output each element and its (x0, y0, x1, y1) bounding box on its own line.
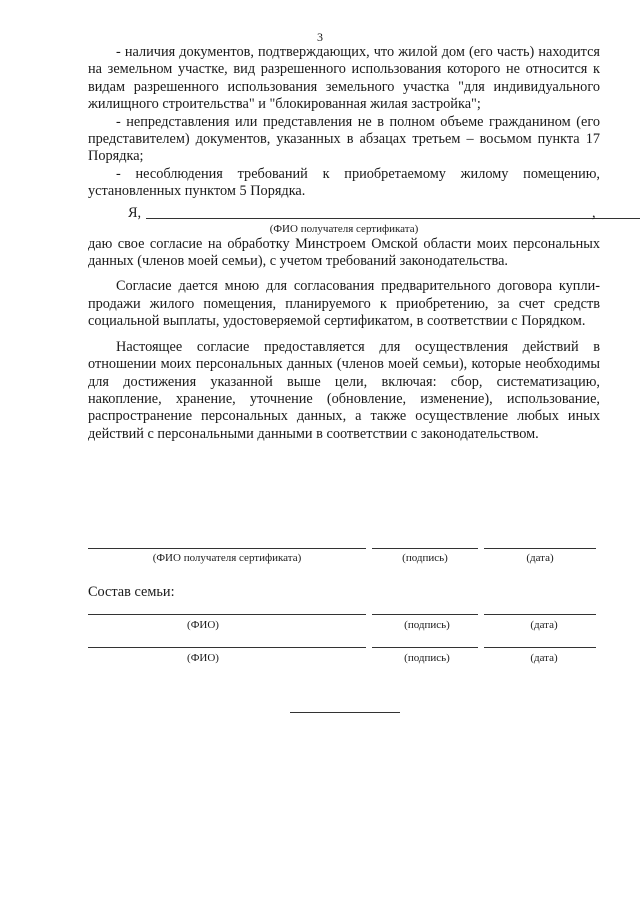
end-separator-line (290, 712, 400, 713)
family-1-signature-label: (подпись) (404, 619, 450, 631)
recipient-signature-label: (подпись) (402, 552, 448, 564)
family-2-date-label: (дата) (530, 652, 558, 664)
family-2-fio-line (88, 647, 366, 648)
recipient-fio-line (88, 548, 366, 549)
paragraph-reason-documents: - непредставления или представления не в полном объеме гражданином (его представителем) документов, указанных в абзацах третьем – восьмом пункта 17 Порядка; (88, 113, 600, 165)
recipient-signature-line (372, 548, 478, 549)
family-2-fio-label: (ФИО) (187, 652, 219, 664)
family-title: Состав семьи: (88, 584, 175, 600)
recipient-date-line (484, 548, 596, 549)
family-1-signature-line (372, 614, 478, 615)
family-2-date-line (484, 647, 596, 648)
family-1-fio-line (88, 614, 366, 615)
paragraph-reason-land-use: - наличия документов, подтверждающих, что жилой дом (его часть) находится на земельном участке, вид разрешенного использования которого не относится к видам разрешенного использования земельного участка "для индивидуального жилищного строительства" и "блокированная жилая застройка"; (88, 44, 600, 113)
recipient-date-label: (дата) (526, 552, 554, 564)
paragraph-consent-scope: Настоящее согласие предоставляется для осуществления действий в отношении моих персональных данных (членов моей семьи), которые необходимы для достижения указанной выше цели, включая: сбор, систематизацию, накопление, хранение, уточнение (обновление, изменение), использование, распространение персональных данных, а также осуществление любых иных действий с персональными данными в соответствии с законодательством. (88, 338, 600, 442)
paragraph-reason-requirements: - несоблюдения требований к приобретаемому жилому помещению, установленных пунктом 5 Порядка. (88, 165, 600, 200)
family-1-date-line (484, 614, 596, 615)
paragraph-consent: даю свое согласие на обработку Минстроем Омской области моих персональных данных (членов моей семьи), с учетом требований законодательства. (88, 235, 600, 270)
fio-caption: (ФИО получателя сертификата) (269, 222, 419, 235)
page-number: 3 (317, 30, 323, 44)
fio-blank-line (146, 218, 640, 219)
family-2-signature-line (372, 647, 478, 648)
family-1-date-label: (дата) (530, 619, 558, 631)
family-1-fio-label: (ФИО) (187, 619, 219, 631)
ya-line (88, 205, 600, 223)
paragraph-consent-purpose: Согласие дается мною для согласования предварительного договора купли-продажи жилого помещения, планируемого к приобретению, за счет средств социальной выплаты, удостоверяемой сертификатом, в соответствии с Порядком. (88, 278, 600, 330)
ya-comma: , (592, 204, 596, 221)
document-body (88, 44, 600, 443)
recipient-fio-label: (ФИО получателя сертификата) (152, 552, 302, 564)
ya-prefix: Я, (128, 204, 142, 221)
family-2-signature-label: (подпись) (404, 652, 450, 664)
